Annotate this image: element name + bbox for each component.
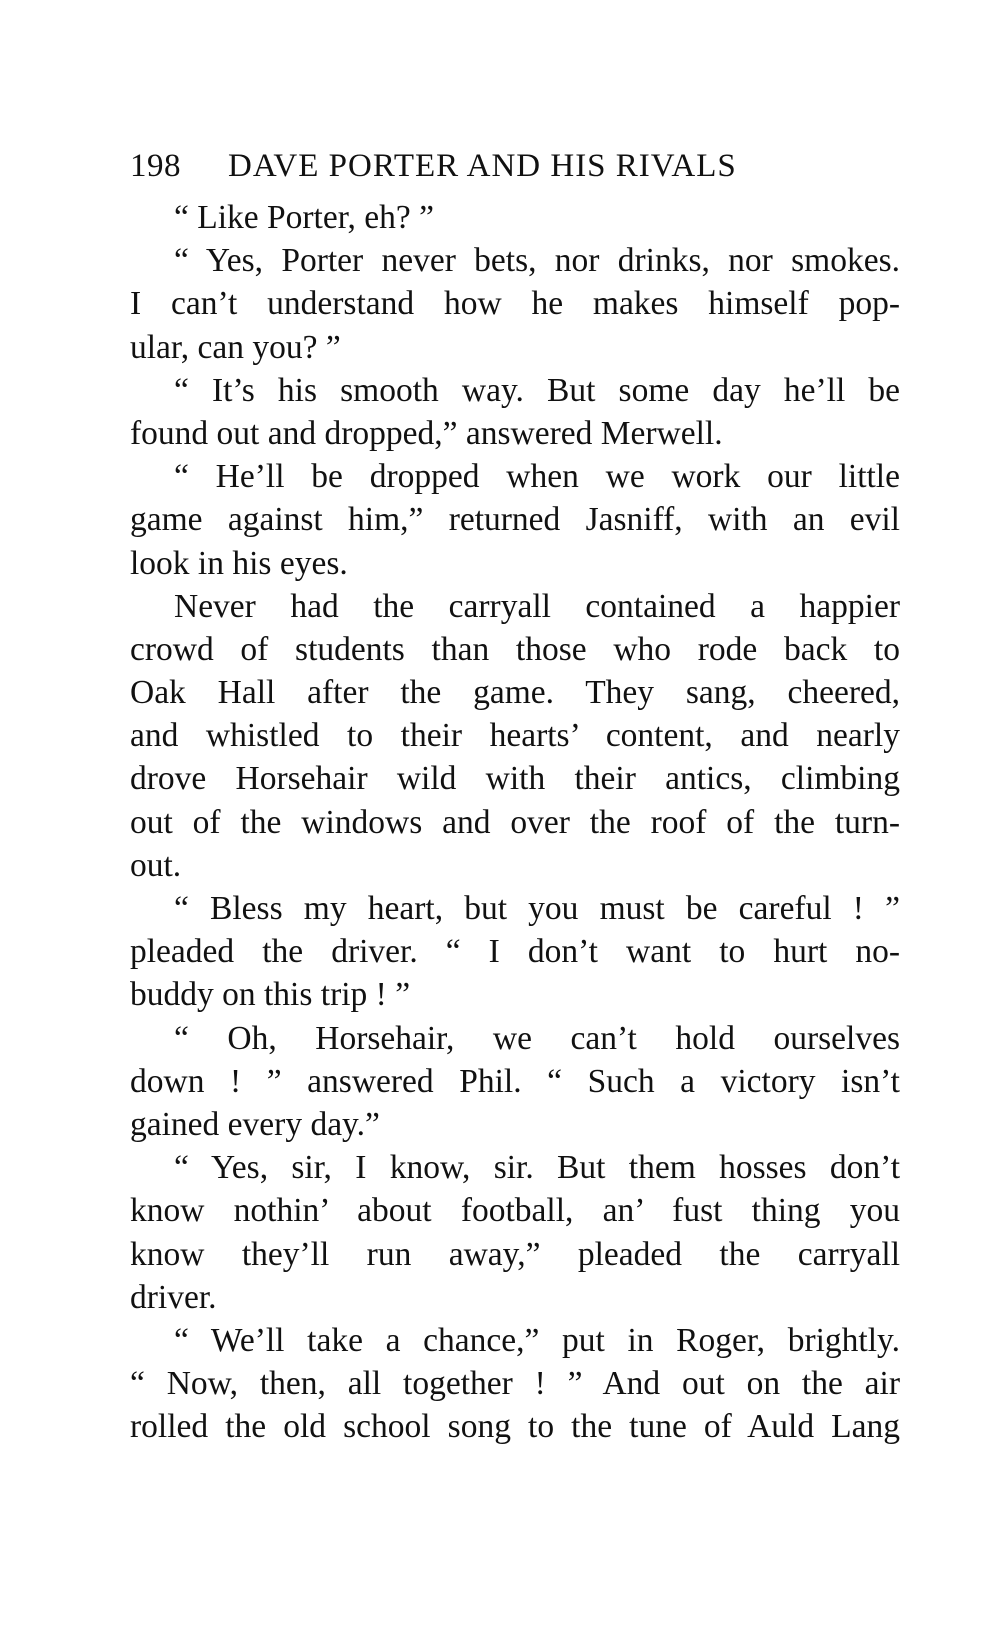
- text-line: out.: [130, 846, 182, 884]
- text-line: “ Oh, Horsehair, we can’t hold ourselves: [174, 1019, 900, 1057]
- text-line: “ Now, then, all together ! ” And out on the air: [130, 1365, 900, 1403]
- text-line: out of the windows and over the roof of the turn-: [130, 803, 900, 841]
- text-line: down ! ” answered Phil. “ Such a victory isn’t: [130, 1062, 900, 1100]
- text-line: “ Yes, sir, I know, sir. But them hosses don’t: [174, 1149, 900, 1187]
- text-line: driver.: [130, 1278, 217, 1316]
- text-line: “ Like Porter, eh? ”: [174, 199, 435, 236]
- text-line: rolled the old school song to the tune of Auld Lang: [130, 1408, 900, 1446]
- text-line: gained every day.”: [130, 1105, 380, 1143]
- text-line: pleaded the driver. “ I don’t want to hurt no-: [130, 933, 900, 971]
- running-head: [130, 146, 900, 186]
- text-line: Oak Hall after the game. They sang, cheered,: [130, 674, 900, 712]
- text-line: “ It’s his smooth way. But some day he’ll be: [174, 371, 900, 409]
- text-line: crowd of students than those who rode back to: [130, 630, 900, 668]
- text-line: drove Horsehair wild with their antics, climbing: [130, 760, 900, 798]
- text-line: ular, can you? ”: [130, 328, 341, 366]
- text-line: game against him,” returned Jasniff, with an evil: [130, 501, 900, 539]
- text-line: “ Bless my heart, but you must be careful ! ”: [174, 890, 900, 927]
- text-line: I can’t understand how he makes himself pop-: [130, 285, 900, 323]
- text-line: buddy on this trip ! ”: [130, 976, 411, 1014]
- page-number: 198: [130, 148, 181, 184]
- text-line: look in his eyes.: [130, 544, 348, 582]
- text-line: found out and dropped,” answered Merwell.: [130, 414, 723, 452]
- text-line: Never had the carryall contained a happier: [174, 587, 900, 625]
- book-title: DAVE PORTER AND HIS RIVALS: [228, 148, 737, 184]
- text-line: and whistled to their hearts’ content, and nearly: [130, 717, 900, 755]
- text-line: know nothin’ about football, an’ fust thing you: [130, 1192, 900, 1230]
- text-line: know they’ll run away,” pleaded the carryall: [130, 1235, 900, 1273]
- text-line: “ We’ll take a chance,” put in Roger, brightly.: [174, 1321, 900, 1359]
- text-line: “ He’ll be dropped when we work our little: [174, 458, 900, 496]
- text-line: “ Yes, Porter never bets, nor drinks, nor smokes.: [174, 242, 900, 280]
- body-text: [130, 196, 900, 1448]
